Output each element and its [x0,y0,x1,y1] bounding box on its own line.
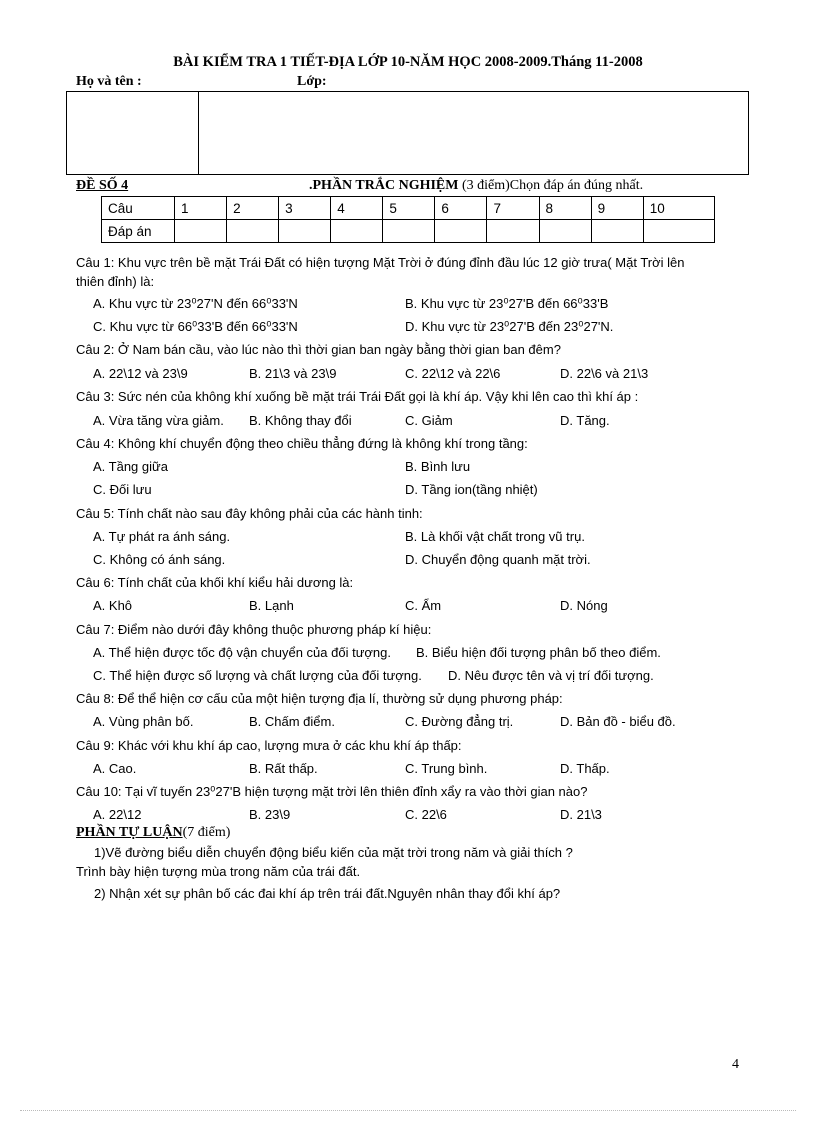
question-3-option-c[interactable]: C. Giảm [405,413,453,428]
page-number: 4 [732,1057,739,1072]
question-8-option-a[interactable]: A. Vùng phân bố. [93,714,194,729]
answer-table-row-numbers [102,197,715,220]
answer-cell[interactable] [591,220,643,243]
question-4-option-c[interactable]: C. Đối lưu [93,482,152,497]
question-8-option-d[interactable]: D. Bản đồ - biểu đồ. [560,714,676,729]
answer-cell[interactable] [435,220,487,243]
question-9-option-d[interactable]: D. Thấp. [560,761,610,776]
answer-table-number: 10 [643,197,714,220]
question-2-text: Câu 2: Ở Nam bán cầu, vào lúc nào thì thời gian ban ngày bằng thời gian ban đêm? [76,342,561,357]
essay-section-title: PHẦN TỰ LUẬN [76,825,183,840]
question-4-option-a[interactable]: A. Tầng giữa [93,459,168,474]
mc-section-title: .PHẦN TRẮC NGHIỆM [309,178,459,193]
answer-cell[interactable] [331,220,383,243]
question-2-option-a[interactable]: A. 22\12 và 23\9 [93,366,188,381]
essay-question-2: 2) Nhận xét sự phân bố các đai khí áp trên trái đất.Nguyên nhân thay đổi khí áp? [94,886,561,901]
question-10-option-c[interactable]: C. 22\6 [405,807,447,822]
answer-cell[interactable] [383,220,435,243]
answer-cell[interactable] [279,220,331,243]
question-4-option-b[interactable]: B. Bình lưu [405,459,471,474]
question-3-option-b[interactable]: B. Không thay đổi [249,413,352,428]
question-1-option-a[interactable]: A. Khu vực từ 23⁰27'N đến 66⁰33'N [93,296,298,311]
question-3-option-a[interactable]: A. Vừa tăng vừa giảm. [93,413,224,428]
answer-cell[interactable] [487,220,539,243]
question-9-option-c[interactable]: C. Trung bình. [405,761,488,776]
question-10-option-d[interactable]: D. 21\3 [560,807,602,822]
essay-section-heading [76,825,230,841]
question-10-option-b[interactable]: B. 23\9 [249,807,291,822]
question-9-option-b[interactable]: B. Rất thấp. [249,761,318,776]
answer-table-number: 8 [539,197,591,220]
question-6-option-c[interactable]: C. Ẩm [405,598,442,613]
name-label: Họ và tên : [76,74,142,89]
answer-cell[interactable] [643,220,714,243]
question-7-option-d[interactable]: D. Nêu được tên và vị trí đối tượng. [448,668,654,683]
question-2-option-b[interactable]: B. 21\3 và 23\9 [249,366,337,381]
answer-table-number: 6 [435,197,487,220]
question-4-text: Câu 4: Không khí chuyển động theo chiều thẳng đứng là không khí trong tầng: [76,436,528,451]
answer-table-number: 9 [591,197,643,220]
question-7-option-a[interactable]: A. Thể hiện được tốc độ vận chuyển của đối tượng. [93,645,392,660]
question-6-option-a[interactable]: A. Khô [93,598,133,613]
question-3-text: Câu 3: Sức nén của không khí xuống bề mặt trái Trái Đất gọi là khí áp. Vậy khi lên cao thì khí áp : [76,389,639,404]
question-1-option-d[interactable]: D. Khu vực từ 23⁰27'B đến 23⁰27'N. [405,319,614,334]
question-1-option-b[interactable]: B. Khu vực từ 23⁰27'B đến 66⁰33'B [405,296,609,311]
question-1-text: Câu 1: Khu vực trên bề mặt Trái Đất có hiện tượng Mặt Trời ở đúng đỉnh đầu lúc 12 giờ trưa( Mặt Trời lên [76,255,685,270]
question-9-option-a[interactable]: A. Cao. [93,761,137,776]
question-3-option-d[interactable]: D. Tăng. [560,413,610,428]
question-1-option-c[interactable]: C. Khu vực từ 66⁰33'B đến 66⁰33'N [93,319,298,334]
question-7-option-c[interactable]: C. Thể hiện được số lượng và chất lượng của đối tượng. [93,668,422,683]
question-8-text: Câu 8: Để thể hiện cơ cấu của một hiện tượng địa lí, thường sử dụng phương pháp: [76,691,563,706]
question-10-text: Câu 10: Tại vĩ tuyến 23⁰27'B hiện tượng mặt trời lên thiên đỉnh xẩy ra vào thời gian nào? [76,784,588,799]
question-6-option-b[interactable]: B. Lạnh [249,598,294,613]
answer-table-number: 1 [175,197,227,220]
exam-code: ĐỀ SỐ 4 [76,178,129,193]
answer-table-number: 7 [487,197,539,220]
question-10-option-a[interactable]: A. 22\12 [93,807,142,822]
page-bottom-dotted-line [20,1110,796,1111]
answer-table-number: 3 [279,197,331,220]
essay-section-points: (7 điểm) [182,825,231,840]
question-7-text: Câu 7: Điểm nào dưới đây không thuộc phương pháp kí hiệu: [76,622,432,637]
student-info-box[interactable] [66,91,749,175]
mc-section-heading [309,178,643,194]
answer-table-number: 2 [227,197,279,220]
question-5-option-b[interactable]: B. Là khối vật chất trong vũ trụ. [405,529,585,544]
essay-question-1-cont: Trình bày hiện tượng mùa trong năm của trái đất. [76,864,361,879]
question-2-option-d[interactable]: D. 22\6 và 21\3 [560,366,649,381]
question-2-option-c[interactable]: C. 22\12 và 22\6 [405,366,501,381]
answer-table-number: 5 [383,197,435,220]
exam-title: BÀI KIỂM TRA 1 TIẾT-ĐỊA LỚP 10-NĂM HỌC 2008-2009.Tháng 11-2008 [173,54,643,70]
question-9-text: Câu 9: Khác với khu khí áp cao, lượng mưa ở các khu khí áp thấp: [76,738,462,753]
info-box-divider [198,92,199,174]
question-7-option-b[interactable]: B. Biểu hiện đối tượng phân bố theo điểm. [416,645,661,660]
answer-table-label-dap-an: Đáp án [102,220,175,243]
answer-cell[interactable] [227,220,279,243]
question-5-option-c[interactable]: C. Không có ánh sáng. [93,552,226,567]
question-5-option-a[interactable]: A. Tự phát ra ánh sáng. [93,529,231,544]
answer-cell[interactable] [175,220,227,243]
answer-table-label-cau: Câu [102,197,175,220]
question-5-option-d[interactable]: D. Chuyển động quanh mặt trời. [405,552,591,567]
question-1-text-cont: thiên đỉnh) là: [76,274,155,289]
question-4-option-d[interactable]: D. Tầng ion(tầng nhiệt) [405,482,538,497]
mc-section-points: (3 điểm)Chọn đáp án đúng nhất. [458,178,644,193]
question-5-text: Câu 5: Tính chất nào sau đây không phải của các hành tinh: [76,506,423,521]
answer-table-row-answers [102,220,715,243]
answer-cell[interactable] [539,220,591,243]
class-label: Lớp: [297,74,327,89]
question-8-option-b[interactable]: B. Chấm điểm. [249,714,335,729]
question-8-option-c[interactable]: C. Đường đẳng trị. [405,714,514,729]
essay-question-1: 1)Vẽ đường biểu diễn chuyển động biểu kiến của mặt trời trong năm và giải thích ? [94,845,573,860]
answer-table-number: 4 [331,197,383,220]
question-6-text: Câu 6: Tính chất của khối khí kiểu hải dương là: [76,575,354,590]
question-6-option-d[interactable]: D. Nóng [560,598,608,613]
answer-table [101,196,715,243]
